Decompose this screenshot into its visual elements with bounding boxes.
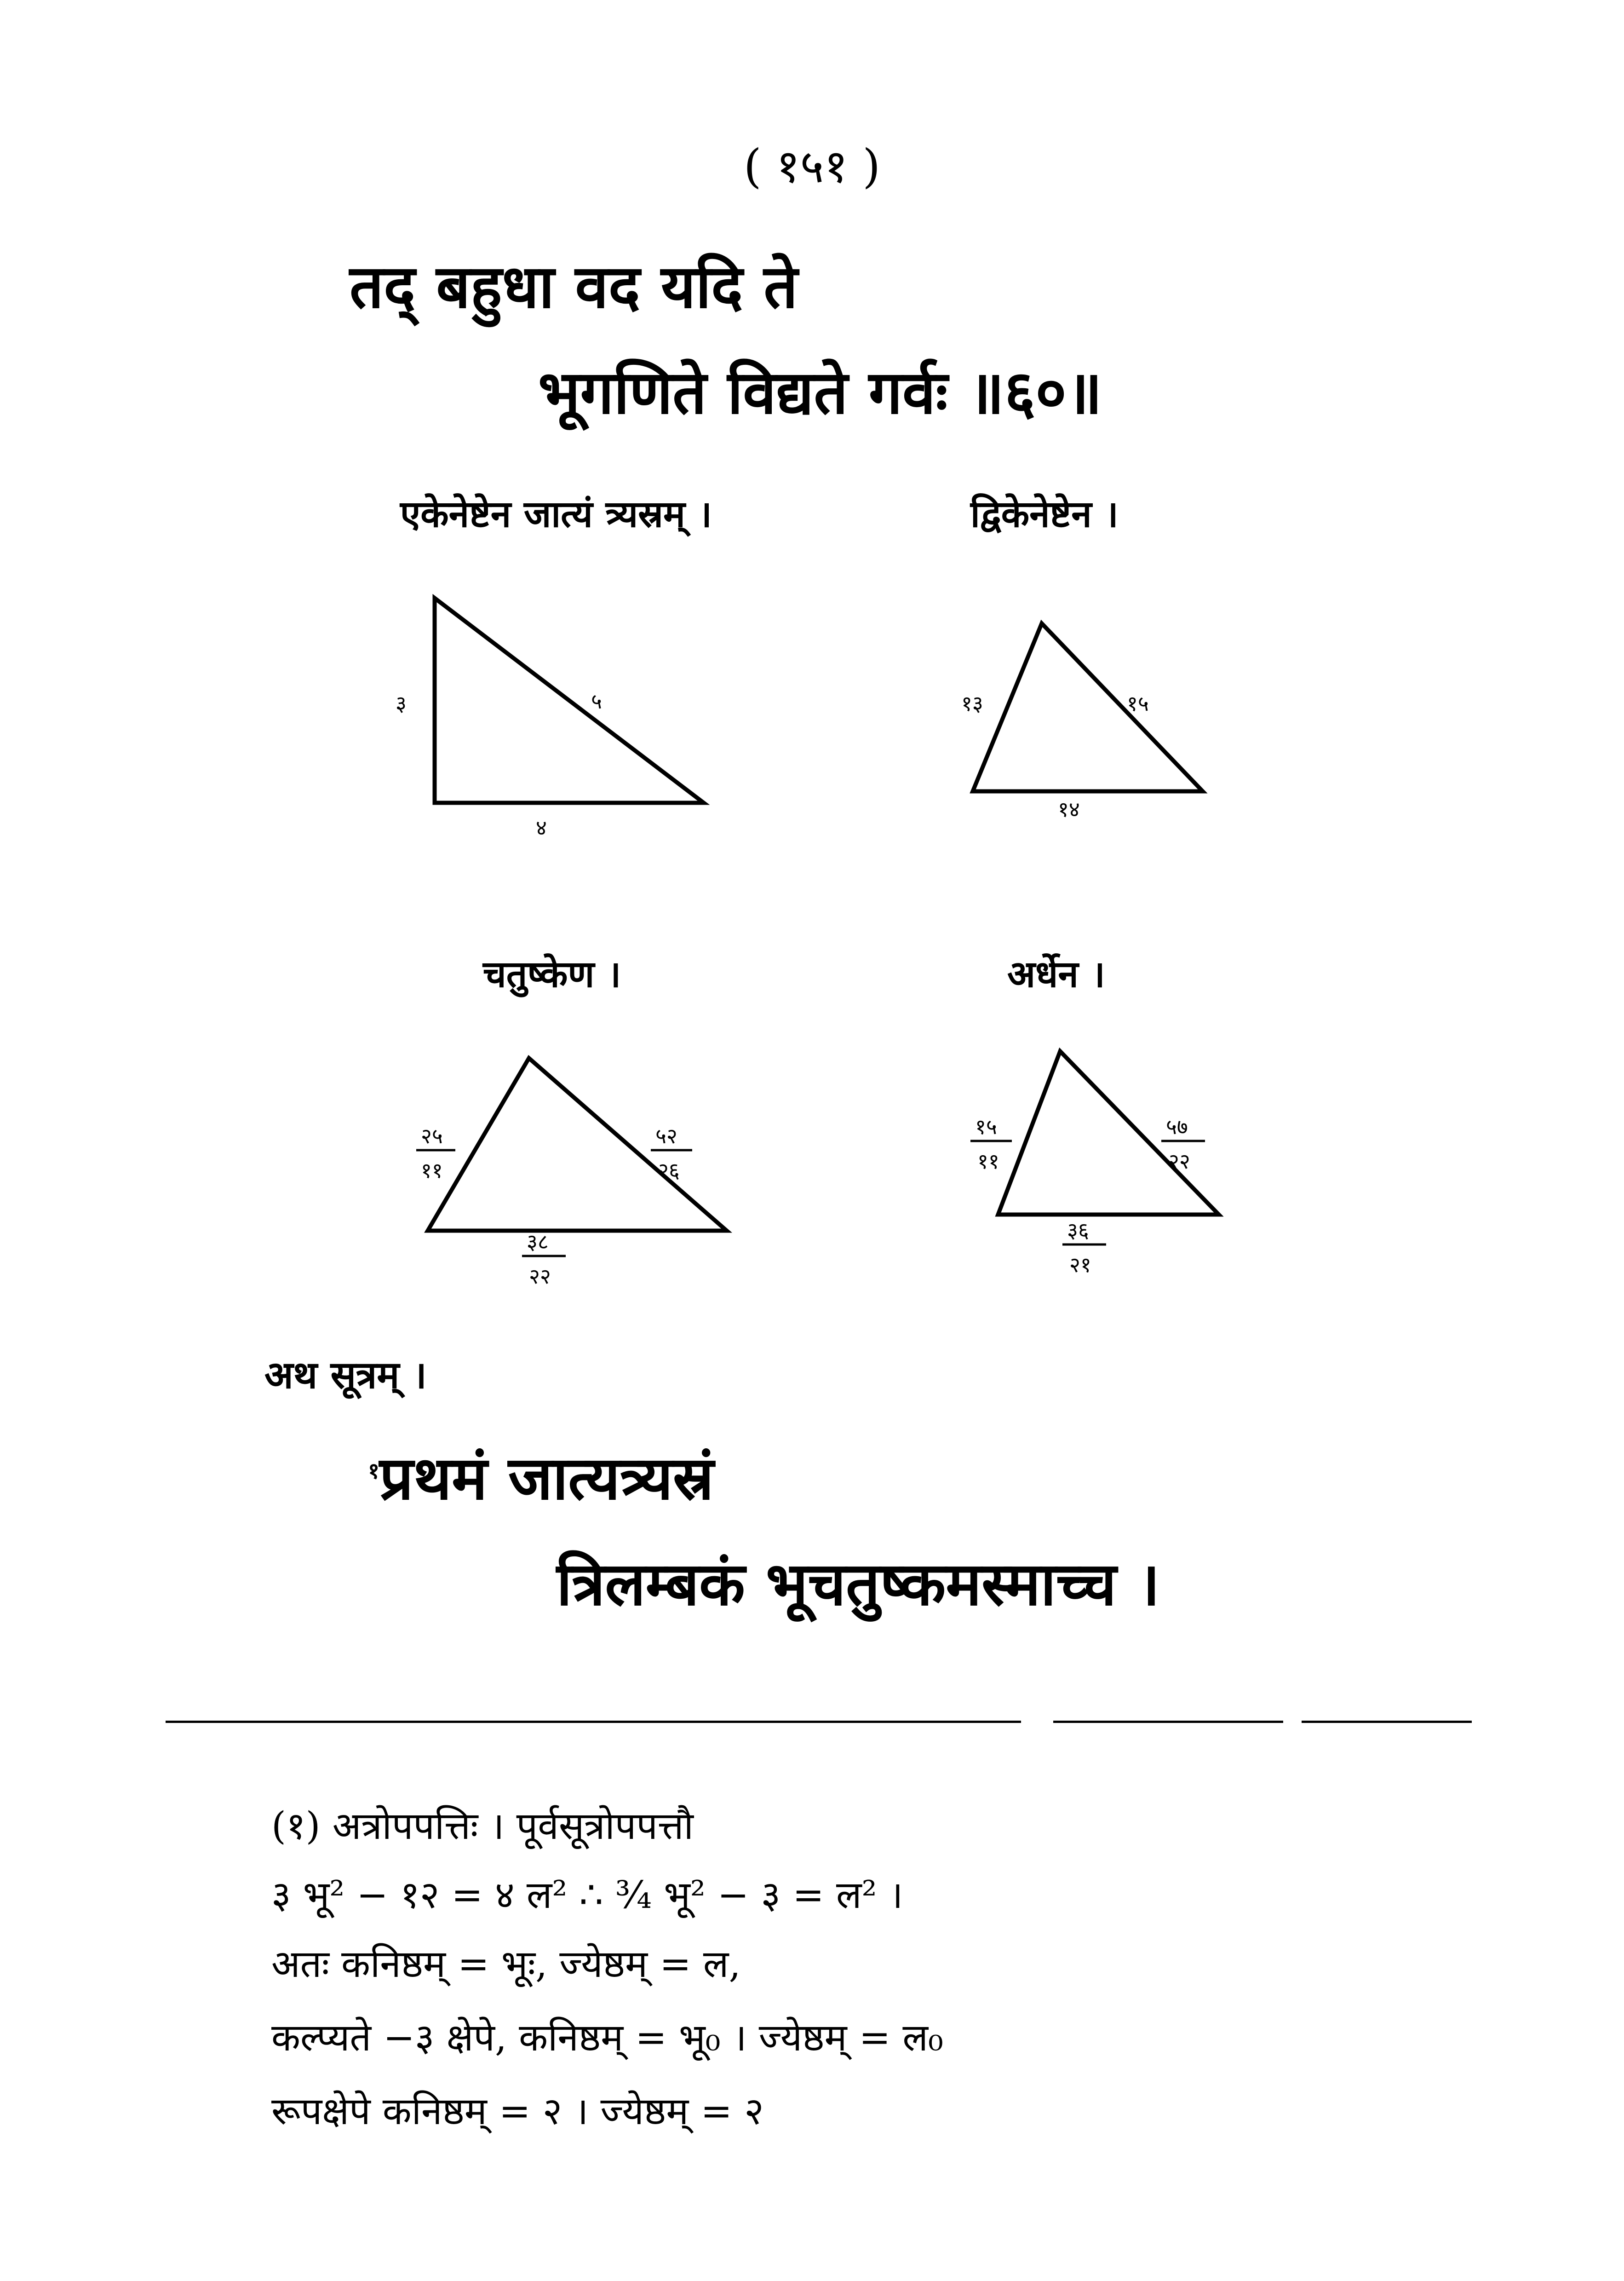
footnote-line-4: कल्प्यते −३ क्षेपे, कनिष्ठम् = भू₀ । ज्येष्ठम् = ल₀ (271, 2016, 943, 2060)
sutra-line-1-text: प्रथमं जात्यत्र्यस्रं (379, 1443, 714, 1513)
figure-1-caption: एकेनेष्टेन जात्यं त्र्यस्रम् । (400, 492, 712, 536)
footnote-line-2: ३ भू² − १२ = ४ ल² ∴ ¾ भू² − ३ = ल² । (271, 1873, 903, 1917)
figure-4-right-fraction (1161, 1114, 1205, 1174)
figure-4-base-fraction (1062, 1218, 1106, 1277)
figure-3-left-numerator: २५ (421, 1123, 443, 1148)
figure-3-right-numerator: ५२ (655, 1123, 677, 1148)
figure-4-caption: अर्धेन । (1007, 952, 1105, 996)
figure-1-right-label: ५ (591, 689, 602, 714)
footnote-separator-2 (1053, 1721, 1283, 1723)
verse-line-2: भूगणिते विद्यते गर्वः ॥६०॥ (538, 357, 1102, 427)
page-number: ( १५१ ) (743, 139, 881, 193)
sutra-heading: अथ सूत्रम् । (264, 1353, 427, 1397)
figure-3-left-denominator: ११ (421, 1158, 443, 1183)
figure-1-left-label: ३ (396, 691, 407, 716)
sutra-line-2: त्रिलम्बकं भूचतुष्कमस्माच्च । (557, 1549, 1160, 1619)
figure-4-right-denominator: २२ (1168, 1149, 1190, 1174)
figure-4-left-denominator: ११ (977, 1149, 999, 1174)
footnote-line-3: अतः कनिष्ठम् = भूः, ज्येष्ठम् = ल, (271, 1942, 741, 1986)
footnote-separator-1 (166, 1721, 1021, 1723)
figure-2-caption: द्विकेनेष्टेन । (970, 492, 1119, 536)
footnote-line-5: रूपक्षेपे कनिष्ठम् = २ । ज्येष्ठम् = २ (271, 2090, 764, 2133)
footnote-marker: १ (368, 1458, 379, 1484)
footnote-line-1: (१) अत्रोपपत्तिः । पूर्वसूत्रोपपत्तौ (271, 1804, 694, 1848)
figure-4-base-numerator: ३६ (1067, 1218, 1089, 1243)
sutra-line-1 (368, 1435, 714, 1517)
figure-3-base-numerator: ३८ (527, 1229, 549, 1254)
figure-1-base-label: ४ (536, 815, 547, 840)
figure-2-left-label: १३ (961, 691, 983, 716)
figure-3-right-denominator: २६ (658, 1158, 680, 1183)
figure-4-left-fraction (970, 1114, 1012, 1174)
figure-2-right-label: १५ (1127, 691, 1149, 716)
verse-line-1: तद् बहुधा वद यदि ते (350, 251, 798, 322)
figure-4-left-numerator: १५ (975, 1114, 997, 1139)
figure-3-base-denominator: २२ (529, 1264, 551, 1289)
figure-3-caption: चतुष्केण । (483, 952, 621, 996)
figure-4-right-numerator: ५७ (1166, 1114, 1188, 1139)
footnote-separator-3 (1302, 1721, 1472, 1723)
figure-2-base-label: १४ (1058, 797, 1080, 822)
figure-4-base-denominator: २१ (1069, 1252, 1091, 1277)
